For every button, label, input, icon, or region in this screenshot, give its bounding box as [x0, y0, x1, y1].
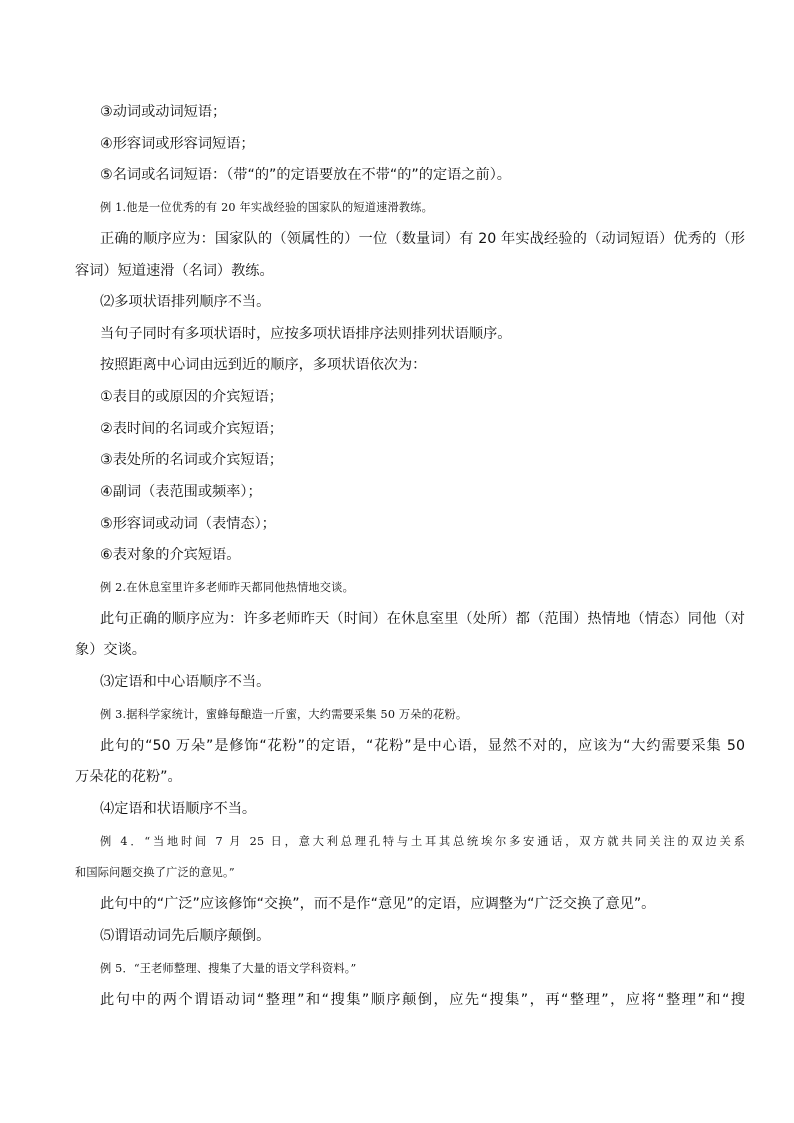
list-item: ③表处所的名词或介宾短语；: [100, 452, 283, 468]
text-line: 当句子同时有多项状语时，应按多项状语排序法则排列状语顺序。: [100, 326, 512, 342]
text-line: 此句中的“广泛”应该修饰“交换”，而不是作“意见”的定语，应调整为“广泛交换了意见”。: [100, 896, 656, 912]
list-item: ⑤形容词或动词（表情态）；: [100, 516, 276, 532]
example-sentence: 例 5．“王老师整理、搜集了大量的语文学科资料。”: [100, 962, 357, 975]
section-heading: ⑸谓语动词先后顺序颠倒。: [100, 928, 271, 944]
text-line: 万朵花的花粉”。: [75, 769, 182, 785]
example-sentence: 和国际问题交换了广泛的意见。”: [75, 866, 235, 879]
section-heading: ⑶定语和中心语顺序不当。: [100, 674, 271, 690]
text-line: ④形容词或形容词短语；: [100, 136, 255, 152]
text-line: 象）交谈。: [75, 642, 146, 658]
example-sentence: 例 2.在休息室里许多老师昨天都同他热情地交谈。: [100, 581, 354, 594]
example-sentence: 例 3.据科学家统计，蜜蜂每酿造一斤蜜，大约需要采集 50 万朵的花粉。: [100, 708, 468, 721]
section-heading: ⑷定语和状语顺序不当。: [100, 801, 257, 817]
example-sentence: 例 1.他是一位优秀的有 20 年实战经验的国家队的短道速滑教练。: [100, 201, 434, 214]
list-item: ②表时间的名词或介宾短语；: [100, 421, 283, 437]
text-line: 正确的顺序应为：国家队的（领属性的）一位（数量词）有 20 年实战经验的（动词短语）优秀的（形: [100, 231, 745, 247]
text-line: ⑤名词或名词短语：（带“的”的定语要放在不带“的”的定语之前）。: [100, 167, 511, 183]
list-item: ④副词（表范围或频率）；: [100, 484, 262, 500]
section-heading: ⑵多项状语排列顺序不当。: [100, 294, 271, 310]
text-line: 此句的“50 万朵”是修饰“花粉”的定语，“花粉”是中心语，显然不对的，应该为“大约需要采集 50: [100, 738, 745, 754]
list-item: ⑥表对象的介宾短语。: [100, 547, 241, 563]
example-sentence: 例 4．“当地时间 7 月 25 日，意大利总理孔特与土耳其总统埃尔多安通话，双方就共同关注的双边关系: [100, 835, 745, 848]
text-line: 此句正确的顺序应为：许多老师昨天（时间）在休息室里（处所）都（范围）热情地（情态）同他（对: [100, 611, 745, 627]
list-item: ①表目的或原因的介宾短语；: [100, 389, 283, 405]
text-line: 按照距离中心词由远到近的顺序，多项状语依次为：: [100, 357, 427, 373]
text-line: ③动词或动词短语；: [100, 104, 227, 120]
text-line: 容词）短道速滑（名词）教练。: [75, 263, 274, 279]
text-line: 此句中的两个谓语动词“整理”和“搜集”顺序颠倒，应先“搜集”，再“整理”，应将“整理”和“搜: [100, 992, 745, 1008]
